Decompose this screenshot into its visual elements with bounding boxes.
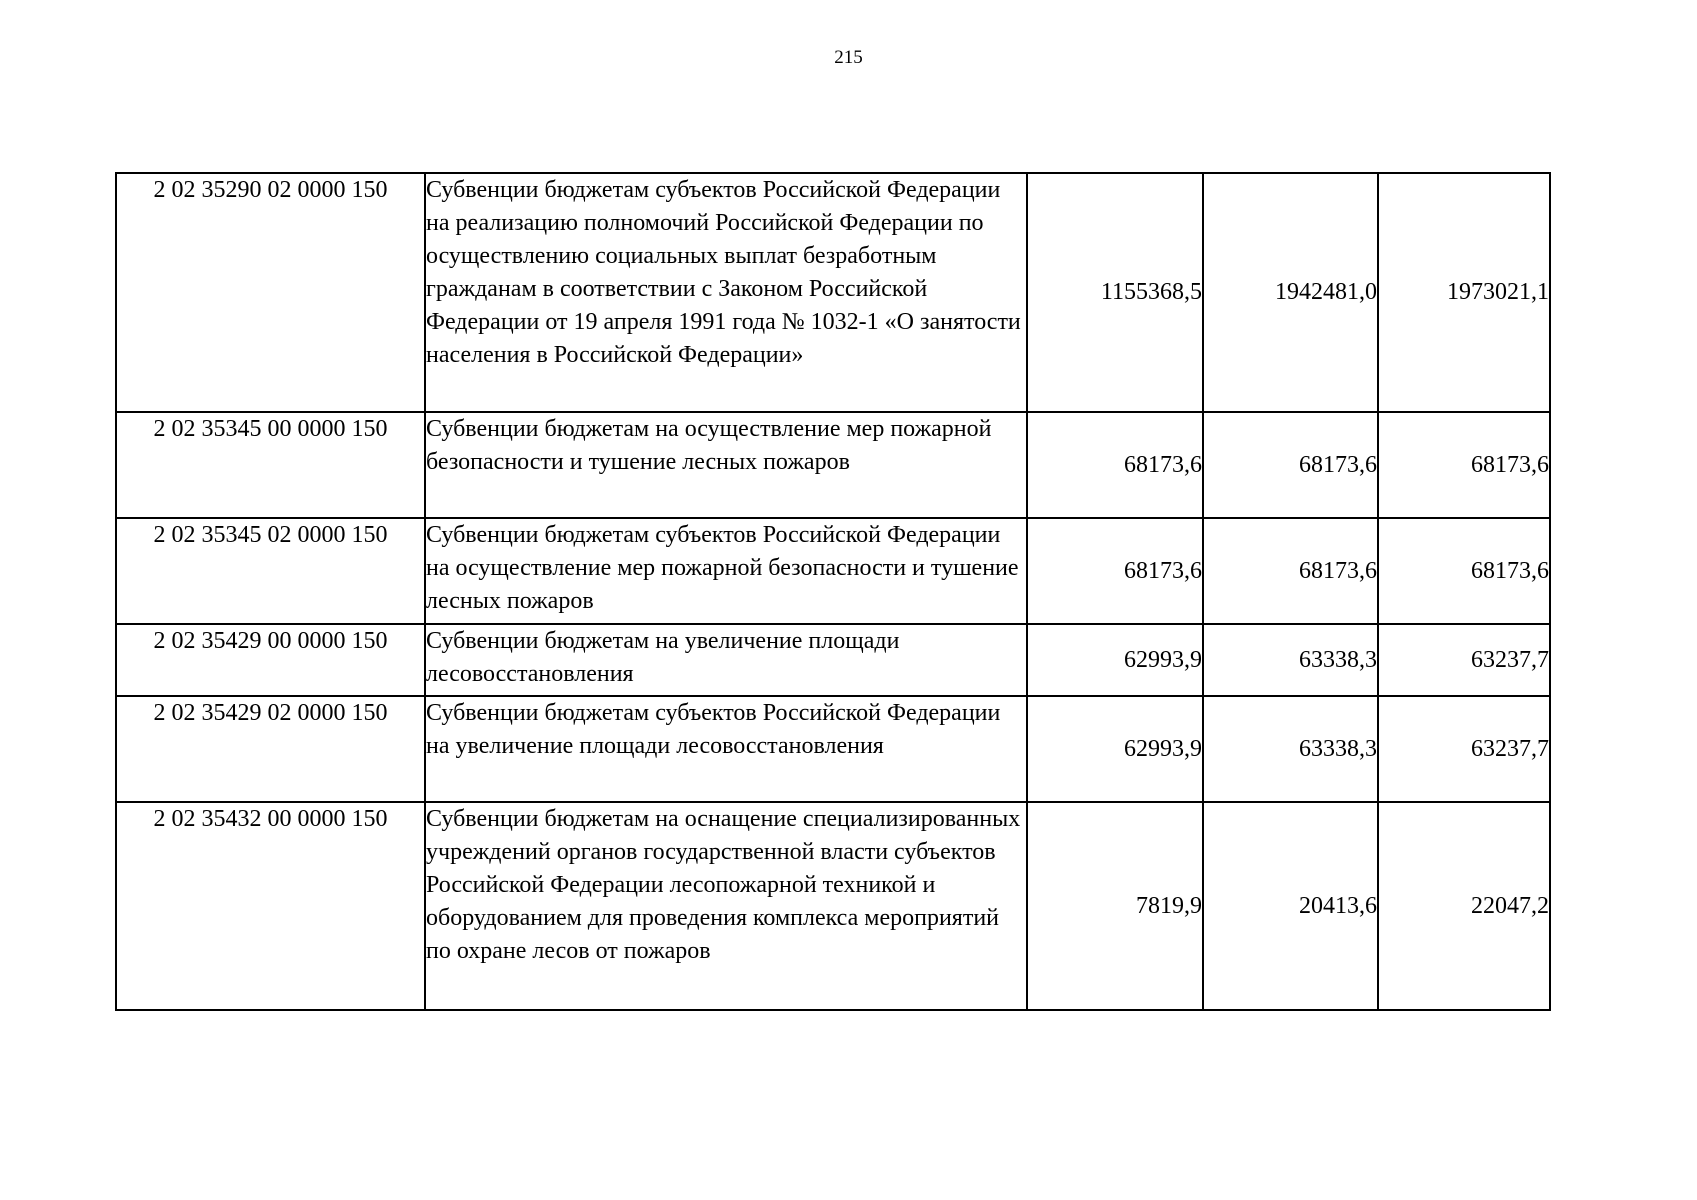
row-code: 2 02 35345 00 0000 150 xyxy=(116,412,425,518)
table-row xyxy=(116,802,1550,1010)
row-value-3: 1973021,1 xyxy=(1378,173,1550,412)
page-number: 215 xyxy=(834,47,863,68)
table-row xyxy=(116,173,1550,412)
row-value-2: 68173,6 xyxy=(1203,518,1378,624)
row-code: 2 02 35429 00 0000 150 xyxy=(116,624,425,696)
row-description: Субвенции бюджетам на увеличение площади лесовосстановления xyxy=(425,624,1027,696)
table-row xyxy=(116,518,1550,624)
row-code: 2 02 35345 02 0000 150 xyxy=(116,518,425,624)
row-code: 2 02 35290 02 0000 150 xyxy=(116,173,425,412)
row-value-3: 63237,7 xyxy=(1378,624,1550,696)
row-value-1: 68173,6 xyxy=(1027,412,1203,518)
row-value-3: 22047,2 xyxy=(1378,802,1550,1010)
row-value-2: 63338,3 xyxy=(1203,696,1378,802)
table-row xyxy=(116,696,1550,802)
row-value-1: 1155368,5 xyxy=(1027,173,1203,412)
row-description: Субвенции бюджетам субъектов Российской Федерации на увеличение площади лесовосстановления xyxy=(425,696,1027,802)
row-value-1: 7819,9 xyxy=(1027,802,1203,1010)
row-value-2: 63338,3 xyxy=(1203,624,1378,696)
row-description: Субвенции бюджетам субъектов Российской Федерации на реализацию полномочий Российской Федерации по осуществлению социальных выплат безработным гражданам в соответствии с Законом Российской Федерации от 19 апреля 1991 года № 1032-1 «О занятости населения в Российской Федерации» xyxy=(425,173,1027,412)
row-description: Субвенции бюджетам на осуществление мер пожарной безопасности и тушение лесных пожаров xyxy=(425,412,1027,518)
row-value-3: 63237,7 xyxy=(1378,696,1550,802)
table-row xyxy=(116,412,1550,518)
table-row xyxy=(116,624,1550,696)
row-value-1: 68173,6 xyxy=(1027,518,1203,624)
row-value-1: 62993,9 xyxy=(1027,624,1203,696)
row-description: Субвенции бюджетам на оснащение специализированных учреждений органов государственной власти субъектов Российской Федерации лесопожарной техникой и оборудованием для проведения комплекса мероприятий по охране лесов от пожаров xyxy=(425,802,1027,1010)
budget-table xyxy=(115,172,1551,1011)
row-value-2: 68173,6 xyxy=(1203,412,1378,518)
row-code: 2 02 35432 00 0000 150 xyxy=(116,802,425,1010)
row-value-3: 68173,6 xyxy=(1378,412,1550,518)
row-value-2: 1942481,0 xyxy=(1203,173,1378,412)
row-description: Субвенции бюджетам субъектов Российской Федерации на осуществление мер пожарной безопасности и тушение лесных пожаров xyxy=(425,518,1027,624)
row-value-2: 20413,6 xyxy=(1203,802,1378,1010)
row-code: 2 02 35429 02 0000 150 xyxy=(116,696,425,802)
row-value-3: 68173,6 xyxy=(1378,518,1550,624)
row-value-1: 62993,9 xyxy=(1027,696,1203,802)
